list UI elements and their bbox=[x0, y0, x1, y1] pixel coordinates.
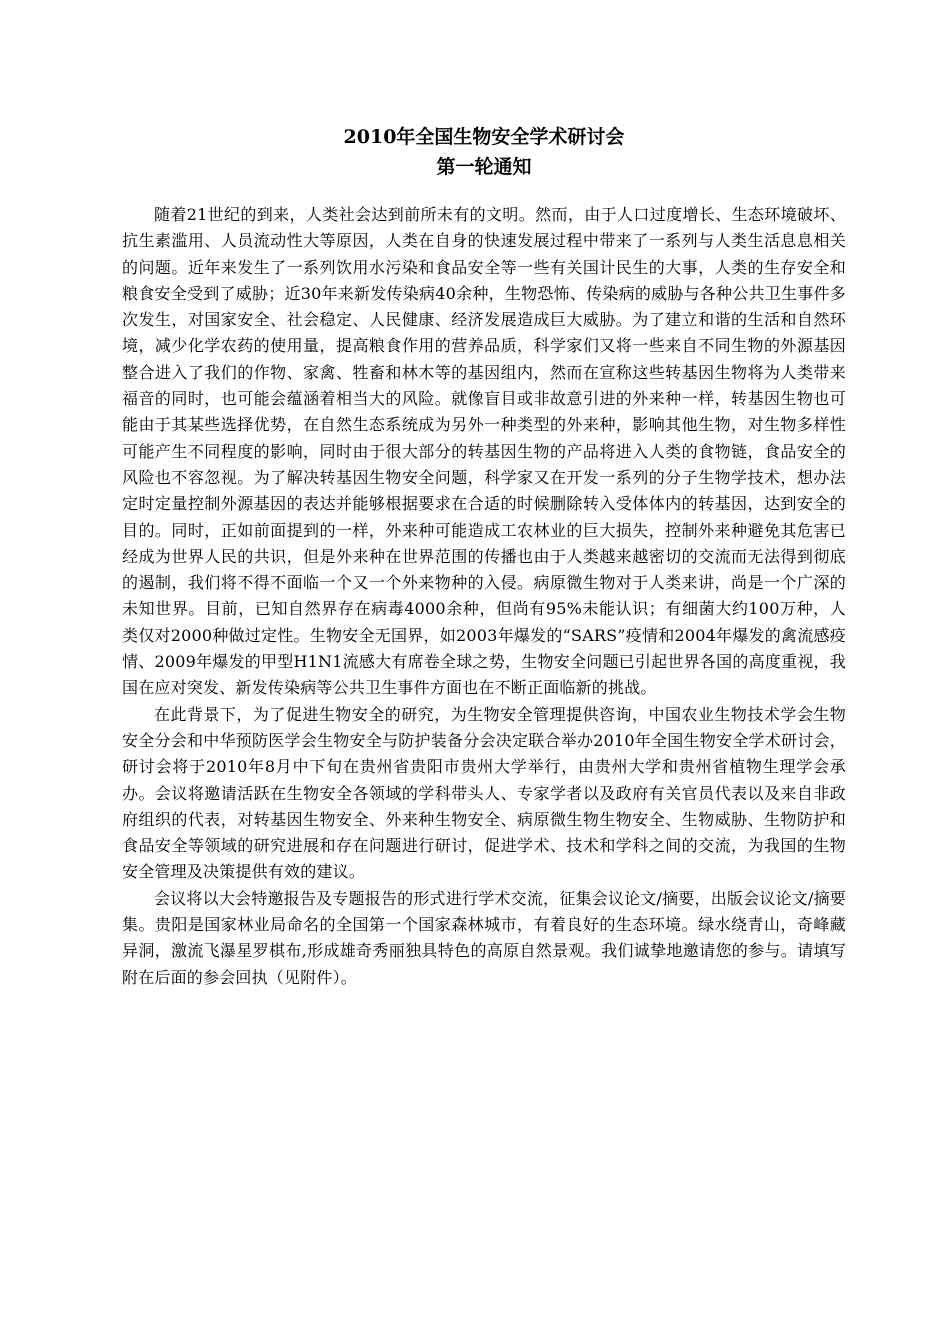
document-page bbox=[122, 122, 846, 991]
paragraph-background: 随着21世纪的到来，人类社会达到前所未有的文明。然而，由于人口过度增长、生态环境破坏、抗生素滥用、人员流动性大等原因，人类在自身的快速发展过程中带来了一系列与人类生活息息相关的问题。近年来发生了一系列饮用水污染和食品安全等一些有关国计民生的大事，人类的生存安全和粮食安全受到了威胁；近30年来新发传染病40余种，生物恐怖、传染病的威胁与各种公共卫生事件多次发生，对国家安全、社会稳定、人民健康、经济发展造成巨大威胁。为了建立和谐的生活和自然环境，减少化学农药的使用量，提高粮食作用的营养品质，科学家们又将一些来自不同生物的外源基因整合进入了我们的作物、家禽、牲畜和林木等的基因组内，然而在宣称这些转基因生物将为人类带来福音的同时，也可能会蕴涵着相当大的风险。就像盲目或非故意引进的外来种一样，转基因生物也可能由于其某些选择优势，在自然生态系统成为另外一种类型的外来种，影响其他生物，对生物多样性可能产生不同程度的影响，同时由于很大部分的转基因生物的产品将进入人类的食物链，食品安全的风险也不容忽视。为了解决转基因生物安全问题，科学家又在开发一系列的分子生物学技术，想办法定时定量控制外源基因的表达并能够根据要求在合适的时候删除转入受体体内的转基因，达到安全的目的。同时，正如前面提到的一样，外来种可能造成工农林业的巨大损失，控制外来种避免其危害已经成为世界人民的共识，但是外来种在世界范围的传播也由于人类越来越密切的交流而无法得到彻底的遏制，我们将不得不面临一个又一个外来物种的入侵。病原微生物对于人类来讲，尚是一个广深的未知世界。目前，已知自然界存在病毒4000余种，但尚有95%未能认识；有细菌大约100万种，人类仅对2000种做过定性。生物安全无国界，如2003年爆发的“SARS”疫情和2004年爆发的禽流感疫情、2009年爆发的甲型H1N1流感大有席卷全球之势，生物安全问题已引起世界各国的高度重视，我国在应对突发、新发传染病等公共卫生事件方面也在不断正面临新的挑战。 bbox=[122, 205, 846, 698]
document-title: 2010年全国生物安全学术研讨会 bbox=[343, 126, 625, 148]
document-subtitle: 第一轮通知 bbox=[436, 156, 532, 178]
paragraph-invitation: 会议将以大会特邀报告及专题报告的形式进行学术交流，征集会议论文/摘要，出版会议论文/摘要集。贵阳是国家林业局命名的全国第一个国家森林城市，有着良好的生态环境。绿水绕青山，奇峰藏异洞，激流飞瀑星罗棋布,形成雄奇秀丽独具特色的高原自然景观。我们诚挚地邀请您的参与。请填写附在后面的参会回执（见附件）。 bbox=[122, 888, 846, 987]
title-block bbox=[122, 122, 846, 182]
paragraph-conference-info: 在此背景下，为了促进生物安全的研究，为生物安全管理提供咨询，中国农业生物技术学会生物安全分会和中华预防医学会生物安全与防护装备分会决定联合举办2010年全国生物安全学术研讨会，研讨会将于2010年8月中下旬在贵州省贵阳市贵州大学举行，由贵州大学和贵州省植物生理学会承办。会议将邀请活跃在生物安全各领域的学科带头人、专家学者以及政府有关官员代表以及来自非政府组织的代表，对转基因生物安全、外来种生物安全、病原微生物生物安全、生物威胁、生物防护和食品安全等领域的研究进展和存在问题进行研讨，促进学术、技术和学科之间的交流，为我国的生物安全管理及决策提供有效的建议。 bbox=[122, 704, 846, 882]
